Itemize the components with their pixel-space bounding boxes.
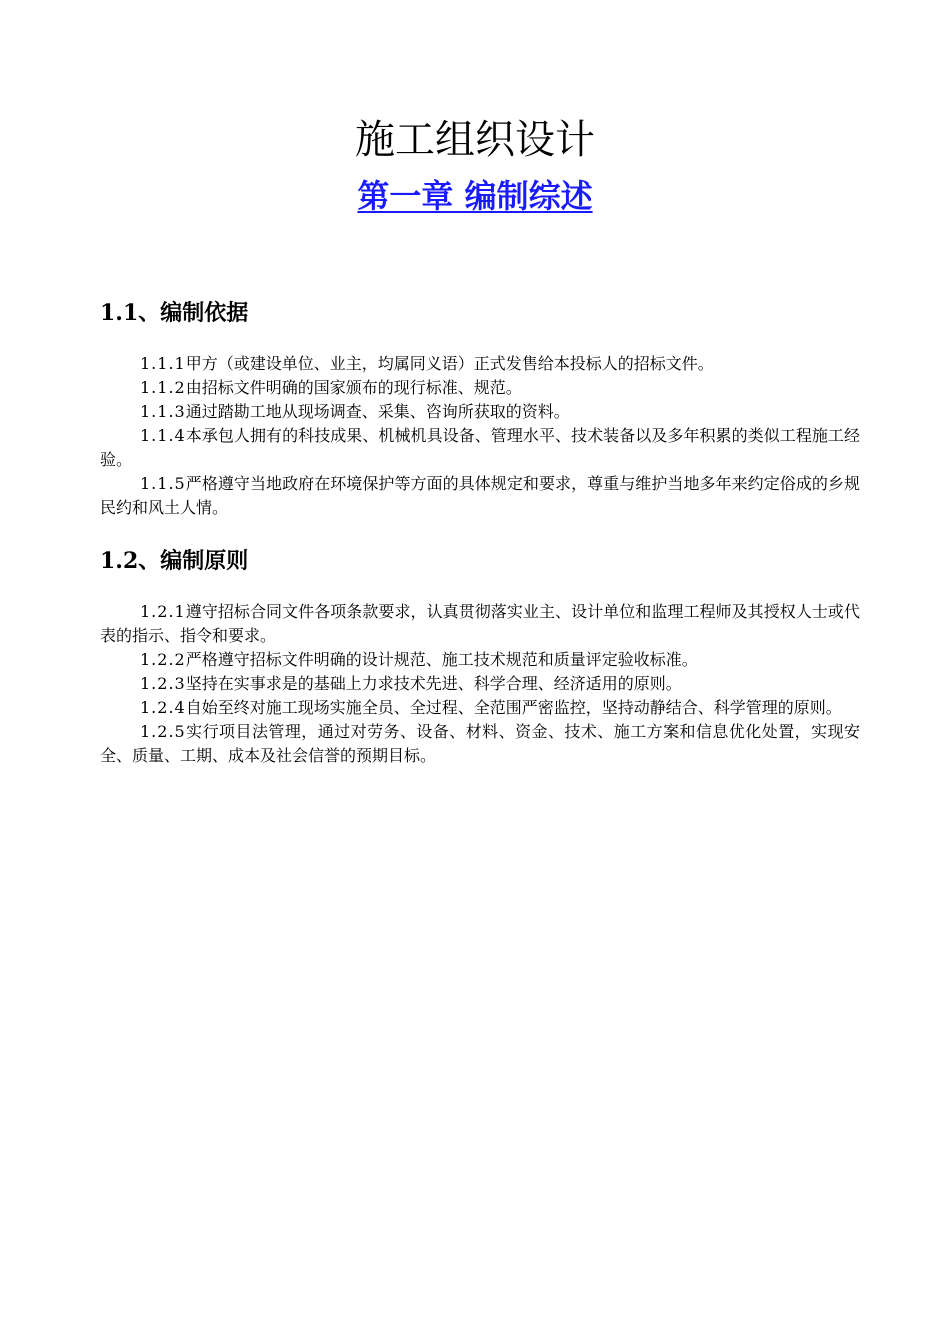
item-number: 1.1.1 [140,354,186,373]
section-heading: 1.1、编制依据 [100,300,249,326]
item-number: 1.1.4 [140,426,186,445]
document-title: 施工组织设计 [355,117,595,163]
item-number: 1.2.4 [140,698,186,717]
list-item [100,472,860,520]
item-text: 本承包人拥有的科技成果、机械机具设备、管理水平、技术装备以及多年积累的类似工程施工经验。 [100,426,860,469]
item-number: 1.2.1 [140,602,186,621]
list-item [100,352,860,376]
list-item [100,400,860,424]
item-text: 由招标文件明确的国家颁布的现行标准、规范。 [185,378,522,397]
list-item [100,600,860,648]
list-item [100,376,860,400]
item-number: 1.2.2 [140,650,186,669]
list-item [100,720,860,768]
list-item [100,648,860,672]
list-item [100,672,860,696]
item-text: 自始至终对施工现场实施全员、全过程、全范围严密监控，坚持动静结合、科学管理的原则。 [185,698,842,717]
item-text: 甲方（或建设单位、业主，均属同义语）正式发售给本投标人的招标文件。 [185,354,714,373]
item-text: 严格遵守当地政府在环境保护等方面的具体规定和要求，尊重与维护当地多年来约定俗成的乡规民约和风土人情。 [100,474,860,517]
item-text: 坚持在实事求是的基础上力求技术先进、科学合理、经济适用的原则。 [185,674,682,693]
item-number: 1.2.3 [140,674,186,693]
section-paragraphs [100,352,860,520]
section-paragraphs [100,600,860,768]
section-heading: 1.2、编制原则 [100,548,249,574]
item-number: 1.2.5 [140,722,186,741]
list-item [100,424,860,472]
section-principles [100,544,860,768]
item-number: 1.1.2 [140,378,186,397]
item-text: 实行项目法管理，通过对劳务、设备、材料、资金、技术、施工方案和信息优化处置，实现安全、质量、工期、成本及社会信誉的预期目标。 [100,722,860,765]
item-text: 严格遵守招标文件明确的设计规范、施工技术规范和质量评定验收标准。 [185,650,698,669]
chapter-title-text: 第一章 编制综述 [357,177,593,215]
chapter-title [0,172,950,220]
item-text: 通过踏勘工地从现场调查、采集、咨询所获取的资料。 [185,402,570,421]
item-number: 1.1.3 [140,402,186,421]
item-text: 遵守招标合同文件各项条款要求，认真贯彻落实业主、设计单位和监理工程师及其授权人士或代表的指示、指令和要求。 [100,602,860,645]
item-number: 1.1.5 [140,474,186,493]
section-basis [100,296,860,520]
list-item [100,696,860,720]
